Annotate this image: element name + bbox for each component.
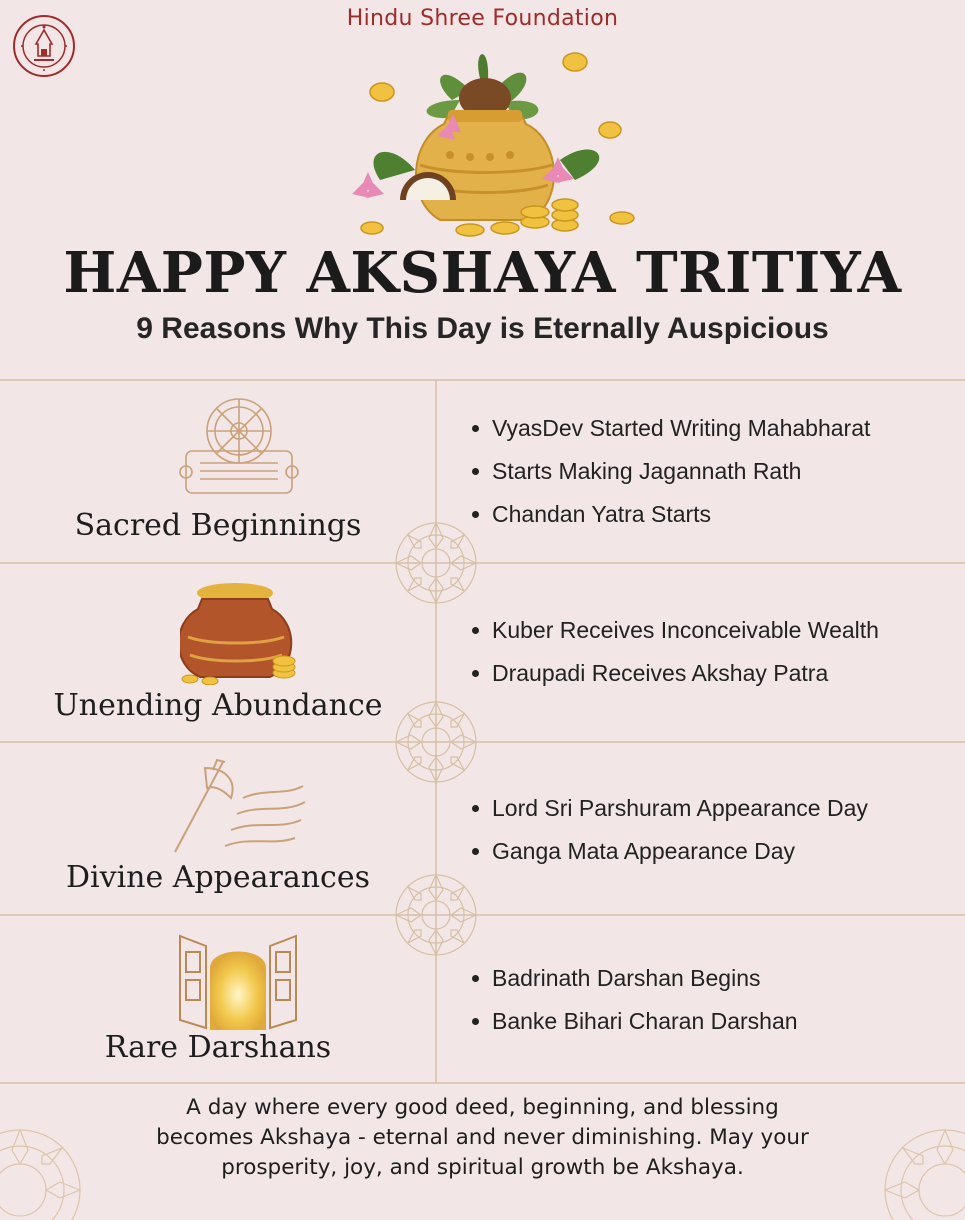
reasons-list [466, 963, 798, 1049]
reasons-list [466, 615, 879, 701]
footer-line: A day where every good deed, beginning, and blessing [186, 1095, 779, 1120]
list-item: Chandan Yatra Starts [466, 499, 870, 542]
section-label: Rare Darshans [104, 1030, 332, 1065]
footer-line: prosperity, joy, and spiritual growth be Akshaya. [221, 1155, 744, 1180]
list-item: Draupadi Receives Akshay Patra [466, 658, 879, 701]
list-item: Ganga Mata Appearance Day [466, 836, 868, 879]
list-item: Badrinath Darshan Begins [466, 963, 798, 1006]
list-item: Starts Making Jagannath Rath [466, 456, 870, 499]
dharma-wheel-scroll-icon [176, 395, 302, 500]
footer-line: becomes Akshaya - eternal and never diminishing. May your [156, 1125, 809, 1150]
list-item: Banke Bihari Charan Darshan [466, 1006, 798, 1049]
section-label: Sacred Beginnings [74, 508, 362, 543]
temple-door-icon [176, 928, 300, 1032]
footer-message [0, 1093, 965, 1183]
page-subtitle: 9 Reasons Why This Day is Eternally Auspicious [136, 312, 829, 345]
list-item: Kuber Receives Inconceivable Wealth [466, 615, 879, 658]
reasons-list [466, 413, 870, 542]
reasons-list [466, 793, 868, 879]
kalash-illustration [320, 40, 650, 240]
list-item: Lord Sri Parshuram Appearance Day [466, 793, 868, 836]
gold-pot-icon [180, 575, 300, 685]
axe-river-icon [165, 758, 315, 858]
organization-name: Hindu Shree Foundation [346, 6, 619, 31]
section-label: Unending Abundance [53, 688, 383, 723]
section-label: Divine Appearances [65, 860, 370, 895]
page-title: HAPPY AKSHAYA TRITIYA [63, 240, 902, 306]
list-item: VyasDev Started Writing Mahabharat [466, 413, 870, 456]
